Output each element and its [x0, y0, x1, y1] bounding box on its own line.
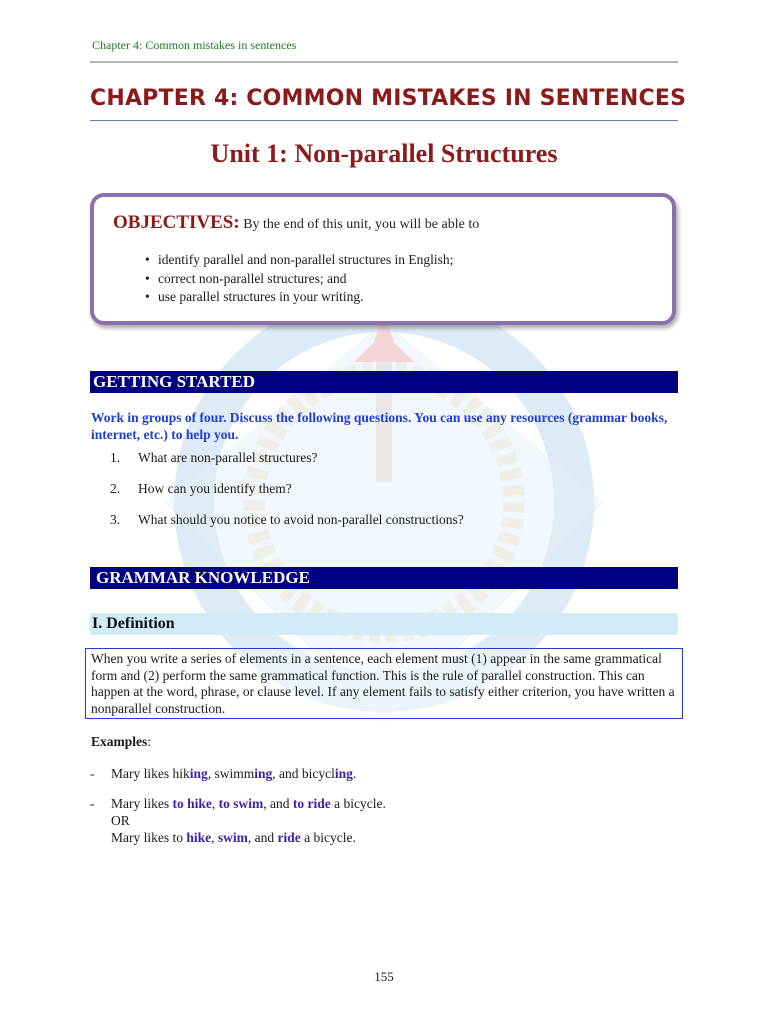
objective-item: • use parallel structures in your writing. [145, 288, 453, 307]
example-highlight: ing [334, 766, 353, 781]
objectives-list [145, 251, 453, 307]
example-text: , and [263, 796, 293, 811]
example-text: Mary likes hik [111, 766, 190, 781]
example-highlight: hike [186, 830, 212, 845]
example-text: , [211, 796, 219, 811]
objective-item: • correct non-parallel structures; and [145, 270, 453, 289]
examples-label [91, 734, 151, 750]
page-number: 155 [374, 969, 394, 984]
unit-title: Unit 1: Non-parallel Structures [210, 139, 558, 168]
question-number: 3. [110, 512, 121, 527]
question-text: How can you identify them? [138, 481, 292, 496]
definition-text: nonparallel construction [91, 700, 222, 716]
question-item [110, 512, 464, 528]
running-header: Chapter 4: Common mistakes in sentences [92, 38, 297, 52]
example-highlight: ride [277, 830, 301, 845]
example-highlight: ing [189, 766, 208, 781]
example-text: , swimm [207, 766, 255, 781]
example-text: , and bicycl [272, 766, 335, 781]
definition-text: . [221, 700, 226, 716]
example-text: , and [247, 830, 278, 845]
question-item [110, 481, 292, 497]
header-rule [90, 61, 678, 63]
grammar-knowledge-heading: GRAMMAR KNOWLEDGE [90, 567, 678, 589]
objectives-label: OBJECTIVES: [113, 212, 240, 233]
example-text: Mary likes to [111, 830, 187, 845]
group-instruction: Work in groups of four. Discuss the following questions. You can use any resources (grammar books, internet, etc.) to help you. [91, 410, 668, 442]
examples-colon: : [147, 734, 152, 749]
example-text: , [211, 830, 218, 845]
definition-heading: I. Definition [90, 613, 678, 635]
definition-box [85, 648, 683, 719]
example-highlight: to swim [218, 796, 264, 811]
example-dash: - [90, 796, 95, 811]
question-number: 1. [110, 450, 121, 465]
example-text: Mary likes [111, 796, 173, 811]
chapter-title: CHAPTER 4: COMMON MISTAKES IN SENTENCES [90, 86, 687, 111]
example-highlight: swim [217, 830, 248, 845]
example-dash: - [90, 766, 95, 781]
getting-started-heading: GETTING STARTED [90, 371, 678, 393]
definition-text: This can happen at the word, phrase, or clause level. [91, 667, 645, 700]
examples-label-text: Examples [91, 734, 148, 749]
example-highlight: to ride [292, 796, 331, 811]
example-highlight: ing [254, 766, 273, 781]
example-highlight: to hike [172, 796, 212, 811]
question-number: 2. [110, 481, 121, 496]
definition-text: If any element fails to satisfy either criterion, you have written a [324, 684, 675, 700]
or-label: OR [111, 813, 130, 828]
question-item [110, 450, 318, 466]
chapter-rule [90, 120, 678, 121]
example-line [90, 796, 386, 812]
example-text: a bicycle. [330, 796, 386, 811]
example-line [90, 766, 356, 782]
objectives-intro: By the end of this unit, you will be able to [239, 217, 480, 232]
objective-item: • identify parallel and non-parallel structures in English; [145, 251, 453, 270]
question-text: What should you notice to avoid non-parallel constructions? [138, 512, 464, 527]
example-text: a bicycle. [300, 830, 356, 845]
example-line [111, 830, 356, 846]
example-text: . [352, 766, 357, 781]
definition-text: When you write a series of elements in a sentence, each element must (1) appear in the same grammatical form and (2) perform the same grammatical function. This is the rule of parallel construction. [91, 651, 662, 683]
objectives-heading [113, 212, 479, 234]
question-text: What are non-parallel structures? [138, 450, 318, 465]
